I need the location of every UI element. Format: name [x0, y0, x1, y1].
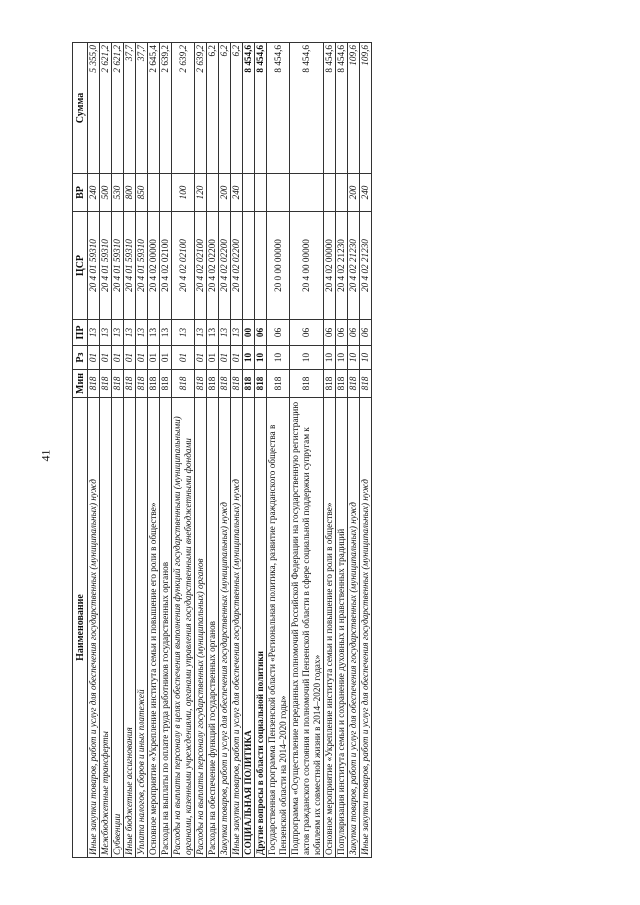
cell-sum: 8 454,6	[324, 43, 336, 174]
cell-sum: 5 355,0	[88, 43, 100, 174]
cell-rz: 01	[160, 346, 172, 370]
cell-csr: 20 4 02 02100	[195, 212, 207, 320]
cell-csr: 20 4 01 59310	[112, 212, 124, 320]
cell-vr: 200	[219, 174, 231, 212]
cell-rz: 10	[336, 346, 348, 370]
cell-rz: 01	[88, 346, 100, 370]
cell-name: Закупка товаров, работ и услуг для обеспечения государственных (муниципальных) нужд	[219, 398, 231, 858]
cell-name: Подпрограмма «Осуществление переданных полномочий Российской Федерации на государственную регистрацию актов гражданского состояния и полномочий Пензенской области в сфере социальной поддержки супругам к юбилеям их совместной жизни в 2014–2020 годах»	[290, 398, 324, 858]
cell-rz: 01	[172, 346, 195, 370]
cell-min: 818	[100, 370, 112, 398]
table-row	[160, 43, 172, 858]
cell-sum: 109,6	[360, 43, 372, 174]
cell-vr	[255, 174, 267, 212]
cell-pr: 13	[160, 320, 172, 346]
cell-csr: 20 4 01 59310	[88, 212, 100, 320]
cell-name: Основное мероприятие «Укрепление института семьи и повышение его роли в обществе»	[148, 398, 160, 858]
cell-rz: 01	[195, 346, 207, 370]
cell-csr: 20 4 02 21230	[348, 212, 360, 320]
cell-pr: 13	[195, 320, 207, 346]
cell-pr: 06	[255, 320, 267, 346]
table-row	[219, 43, 231, 858]
cell-vr	[148, 174, 160, 212]
cell-pr: 06	[348, 320, 360, 346]
cell-csr: 20 4 01 59310	[124, 212, 136, 320]
cell-pr: 13	[219, 320, 231, 346]
cell-rz: 10	[348, 346, 360, 370]
cell-name: Расходы на выплаты персоналу в целях обеспечения выполнения функций государственными (муниципальными) органами, казенными учреждениями, органами управления государственными внебюджетными фондами	[172, 398, 195, 858]
cell-pr: 13	[136, 320, 148, 346]
cell-name: Расходы на выплаты по оплате труда работников государственных органов	[160, 398, 172, 858]
cell-min: 818	[348, 370, 360, 398]
table-row	[336, 43, 348, 858]
cell-min: 818	[148, 370, 160, 398]
cell-rz: 10	[255, 346, 267, 370]
cell-vr: 850	[136, 174, 148, 212]
table-row	[360, 43, 372, 858]
cell-pr: 13	[148, 320, 160, 346]
cell-vr	[160, 174, 172, 212]
cell-csr	[255, 212, 267, 320]
budget-table	[72, 42, 372, 858]
page-number: 41	[38, 449, 53, 462]
cell-name: Иные закупки товаров, работ и услуг для обеспечения государственных (муниципальных) нужд	[360, 398, 372, 858]
cell-vr: 240	[231, 174, 243, 212]
cell-min: 818	[88, 370, 100, 398]
cell-min: 818	[124, 370, 136, 398]
cell-min: 818	[324, 370, 336, 398]
cell-min: 818	[231, 370, 243, 398]
cell-sum: 8 454,6	[267, 43, 290, 174]
cell-sum: 37,7	[136, 43, 148, 174]
cell-min: 818	[136, 370, 148, 398]
cell-sum: 8 454,6	[290, 43, 324, 174]
cell-csr: 20 4 00 00000	[290, 212, 324, 320]
cell-pr: 13	[88, 320, 100, 346]
cell-sum: 37,7	[124, 43, 136, 174]
table-row	[255, 43, 267, 858]
table-row	[231, 43, 243, 858]
cell-name: Государственная программа Пензенской области «Региональная политика, развитие гражданского общества в Пензенской области на 2014–2020 годы»	[267, 398, 290, 858]
cell-pr: 13	[124, 320, 136, 346]
cell-rz: 01	[136, 346, 148, 370]
cell-csr: 20 4 02 02200	[207, 212, 219, 320]
cell-csr: 20 4 02 21230	[336, 212, 348, 320]
cell-pr: 06	[336, 320, 348, 346]
cell-csr	[243, 212, 255, 320]
cell-sum: 2 621,2	[112, 43, 124, 174]
cell-rz: 01	[207, 346, 219, 370]
cell-sum: 109,6	[348, 43, 360, 174]
cell-rz: 01	[219, 346, 231, 370]
cell-vr: 530	[112, 174, 124, 212]
cell-csr: 20 4 02 02100	[172, 212, 195, 320]
cell-csr: 20 4 02 02200	[219, 212, 231, 320]
cell-name: Закупка товаров, работ и услуг для обеспечения государственных (муниципальных) нужд	[348, 398, 360, 858]
cell-vr: 800	[124, 174, 136, 212]
cell-rz: 10	[324, 346, 336, 370]
cell-name: Расходы на выплаты персоналу государственных (муниципальных) органов	[195, 398, 207, 858]
header-min: Мин	[73, 370, 88, 398]
table-header-row	[73, 43, 88, 858]
rotated-page	[72, 43, 607, 858]
cell-pr: 13	[100, 320, 112, 346]
cell-name: Основное мероприятие «Укрепление института семьи и повышение его роли в обществе»	[324, 398, 336, 858]
cell-csr: 20 4 02 02200	[231, 212, 243, 320]
header-pr: ПР	[73, 320, 88, 346]
cell-vr: 240	[360, 174, 372, 212]
cell-min: 818	[219, 370, 231, 398]
cell-vr: 240	[88, 174, 100, 212]
header-rz: Рз	[73, 346, 88, 370]
cell-rz: 10	[360, 346, 372, 370]
header-sum: Сумма	[73, 43, 88, 174]
cell-vr: 100	[172, 174, 195, 212]
table-row	[195, 43, 207, 858]
cell-rz: 10	[290, 346, 324, 370]
cell-pr: 06	[290, 320, 324, 346]
cell-rz: 01	[124, 346, 136, 370]
cell-pr: 13	[207, 320, 219, 346]
cell-min: 818	[160, 370, 172, 398]
table-row	[348, 43, 360, 858]
table-row	[112, 43, 124, 858]
cell-csr: 20 4 02 00000	[148, 212, 160, 320]
cell-min: 818	[195, 370, 207, 398]
header-name: Наименование	[73, 398, 88, 858]
cell-rz: 01	[112, 346, 124, 370]
cell-name: Субвенции	[112, 398, 124, 858]
cell-sum: 2 639,2	[160, 43, 172, 174]
cell-vr: 500	[100, 174, 112, 212]
cell-rz: 01	[148, 346, 160, 370]
cell-csr: 20 4 02 00000	[324, 212, 336, 320]
cell-sum: 6,2	[207, 43, 219, 174]
cell-pr: 06	[360, 320, 372, 346]
cell-name: Другие вопросы в области социальной политики	[255, 398, 267, 858]
cell-vr: 120	[195, 174, 207, 212]
cell-pr: 06	[324, 320, 336, 346]
cell-sum: 2 639,2	[195, 43, 207, 174]
cell-vr	[243, 174, 255, 212]
cell-vr	[207, 174, 219, 212]
header-csr: ЦСР	[73, 212, 88, 320]
cell-min: 818	[290, 370, 324, 398]
table-row	[243, 43, 255, 858]
table-row	[136, 43, 148, 858]
cell-vr	[267, 174, 290, 212]
table-body	[88, 43, 372, 858]
cell-min: 818	[360, 370, 372, 398]
table-row	[267, 43, 290, 858]
cell-rz: 10	[267, 346, 290, 370]
cell-name: Расходы на обеспечение функций государственных органов	[207, 398, 219, 858]
cell-min: 818	[255, 370, 267, 398]
cell-sum: 8 454,6	[336, 43, 348, 174]
cell-pr: 13	[231, 320, 243, 346]
table-row	[124, 43, 136, 858]
cell-name: СОЦИАЛЬНАЯ ПОЛИТИКА	[243, 398, 255, 858]
cell-min: 818	[172, 370, 195, 398]
cell-vr	[290, 174, 324, 212]
cell-sum: 2 639,2	[172, 43, 195, 174]
cell-name: Иные закупки товаров, работ и услуг для обеспечения государственных (муниципальных) нужд	[231, 398, 243, 858]
table-row	[88, 43, 100, 858]
cell-sum: 2 621,2	[100, 43, 112, 174]
table-row	[148, 43, 160, 858]
cell-sum: 8 454,6	[255, 43, 267, 174]
cell-vr	[336, 174, 348, 212]
cell-min: 818	[267, 370, 290, 398]
cell-csr: 20 4 01 59310	[100, 212, 112, 320]
cell-min: 818	[112, 370, 124, 398]
cell-vr: 200	[348, 174, 360, 212]
cell-name: Уплата налогов, сборов и иных платежей	[136, 398, 148, 858]
cell-name: Популяризация института семьи и сохранение духовных и нравственных традиций	[336, 398, 348, 858]
header-vr: ВР	[73, 174, 88, 212]
table-row	[100, 43, 112, 858]
table-row	[207, 43, 219, 858]
cell-csr: 20 4 01 59310	[136, 212, 148, 320]
cell-rz: 10	[243, 346, 255, 370]
cell-sum: 8 454,6	[243, 43, 255, 174]
table-row	[172, 43, 195, 858]
cell-rz: 01	[100, 346, 112, 370]
cell-name: Межбюджетные трансферты	[100, 398, 112, 858]
cell-csr: 20 4 02 02100	[160, 212, 172, 320]
cell-sum: 6,2	[219, 43, 231, 174]
cell-min: 818	[207, 370, 219, 398]
cell-csr: 20 4 02 21230	[360, 212, 372, 320]
cell-csr: 20 0 00 00000	[267, 212, 290, 320]
cell-sum: 6,2	[231, 43, 243, 174]
cell-min: 818	[243, 370, 255, 398]
cell-name: Иные бюджетные ассигнования	[124, 398, 136, 858]
cell-vr	[324, 174, 336, 212]
cell-pr: 13	[112, 320, 124, 346]
cell-pr: 00	[243, 320, 255, 346]
cell-pr: 13	[172, 320, 195, 346]
cell-name: Иные закупки товаров, работ и услуг для обеспечения государственных (муниципальных) нужд	[88, 398, 100, 858]
table-row	[324, 43, 336, 858]
cell-rz: 01	[231, 346, 243, 370]
cell-pr: 06	[267, 320, 290, 346]
cell-min: 818	[336, 370, 348, 398]
cell-sum: 2 645,4	[148, 43, 160, 174]
table-row	[290, 43, 324, 858]
